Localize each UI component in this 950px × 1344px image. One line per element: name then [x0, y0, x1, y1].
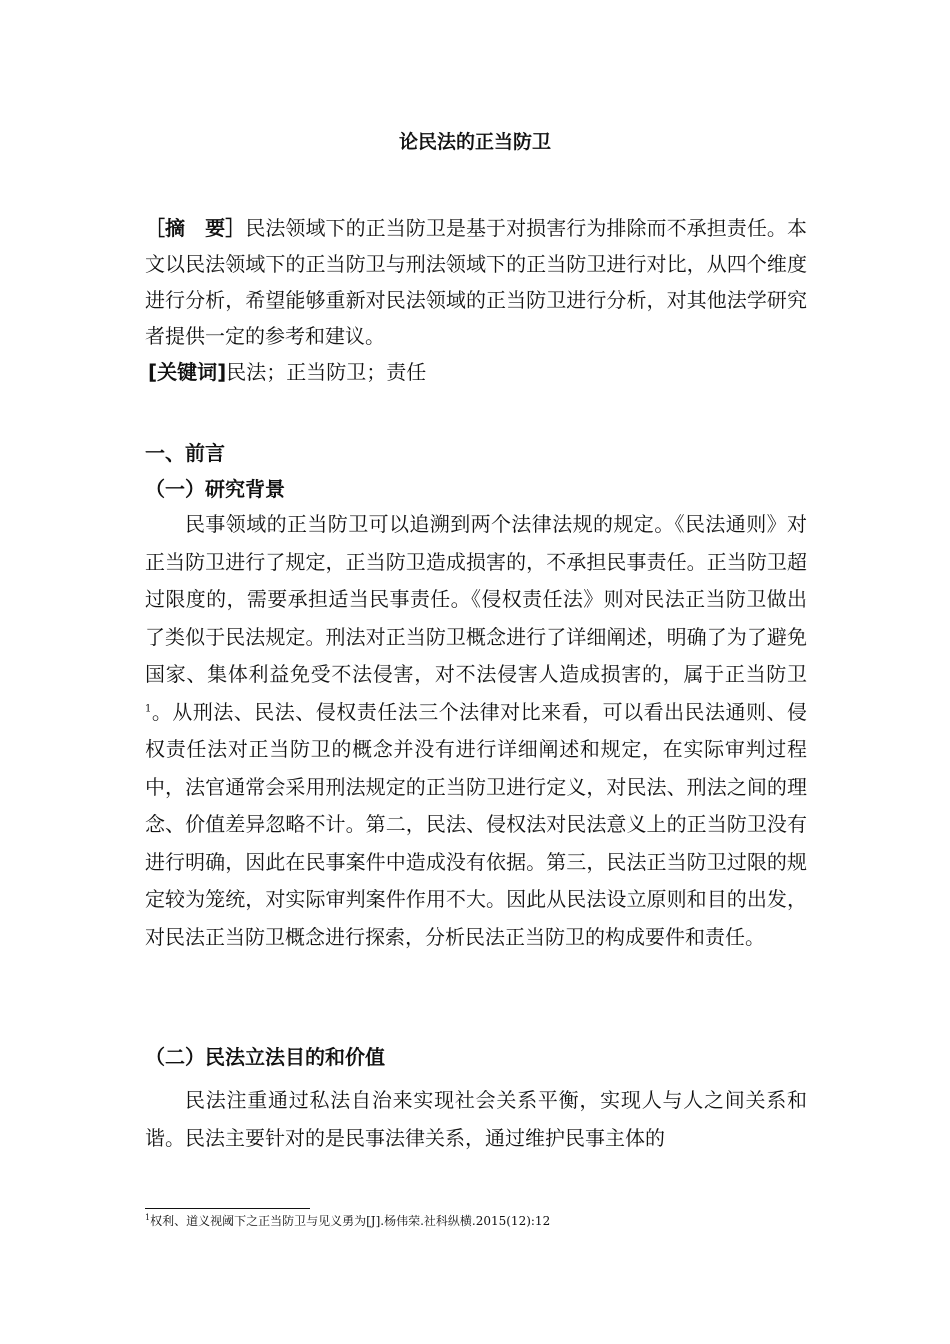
- abstract-text: 民法领域下的正当防卫是基于对损害行为排除而不承担责任。本文以民法领域下的正当防卫与刑法领域下的正当防卫进行对比，从四个维度进行分析，希望能够重新对民法领域的正当防卫进行分析，对其他法学研究者提供一定的参考和建议。: [145, 216, 807, 348]
- paragraph-purpose: 民法注重通过私法自治来实现社会关系平衡，实现人与人之间关系和谐。民法主要针对的是民事法律关系，通过维护民事主体的: [145, 1088, 807, 1150]
- footnote-reference[interactable]: 1: [145, 702, 152, 714]
- document-title: 论民法的正当防卫: [398, 131, 551, 153]
- footnote-text: 权利、道义视阈下之正当防卫与见义勇为[J].杨伟荣.社科纵横.2015(12):12: [150, 1214, 551, 1228]
- keywords: [148, 354, 810, 390]
- subsection-heading-purpose: （二）民法立法目的和价值: [145, 1045, 385, 1069]
- abstract: [145, 210, 807, 354]
- footnote-mark: 1: [145, 1213, 151, 1222]
- section-heading-preface: 一、前言: [145, 441, 225, 465]
- subsection-heading-background: （一）研究背景: [145, 477, 285, 501]
- keywords-text: 民法；正当防卫；责任: [226, 360, 427, 384]
- paragraph-background: [145, 506, 807, 956]
- footnote-separator: [145, 1208, 310, 1209]
- paragraph-background-part-a: 民事领域的正当防卫可以追溯到两个法律法规的规定。《民法通则》对正当防卫进行了规定，正当防卫造成损害的，不承担民事责任。正当防卫超过限度的，需要承担适当民事责任。《侵权责任法》则对民法正当防卫做出了类似于民法规定。刑法对正当防卫概念进行了详细阐述，明确了为了避免国家、集体利益免受不法侵害，对不法侵害人造成损害的，属于正当防卫: [145, 512, 807, 686]
- footnote: [145, 1212, 550, 1230]
- keywords-label: [关键词]: [148, 360, 227, 384]
- abstract-label: ［摘 要］: [145, 216, 246, 240]
- paragraph-background-part-b: 。从刑法、民法、侵权责任法三个法律对比来看，可以看出民法通则、侵权责任法对正当防卫的概念并没有进行详细阐述和规定，在实际审判过程中，法官通常会采用刑法规定的正当防卫进行定义，对民法、刑法之间的理念、价值差异忽略不计。第二，民法、侵权法对民法意义上的正当防卫没有进行明确，因此在民事案件中造成没有依据。第三，民法正当防卫过限的规定较为笼统，对实际审判案件作用不大。因此从民法设立原则和目的出发，对民法正当防卫概念进行探索，分析民法正当防卫的构成要件和责任。: [145, 699, 807, 949]
